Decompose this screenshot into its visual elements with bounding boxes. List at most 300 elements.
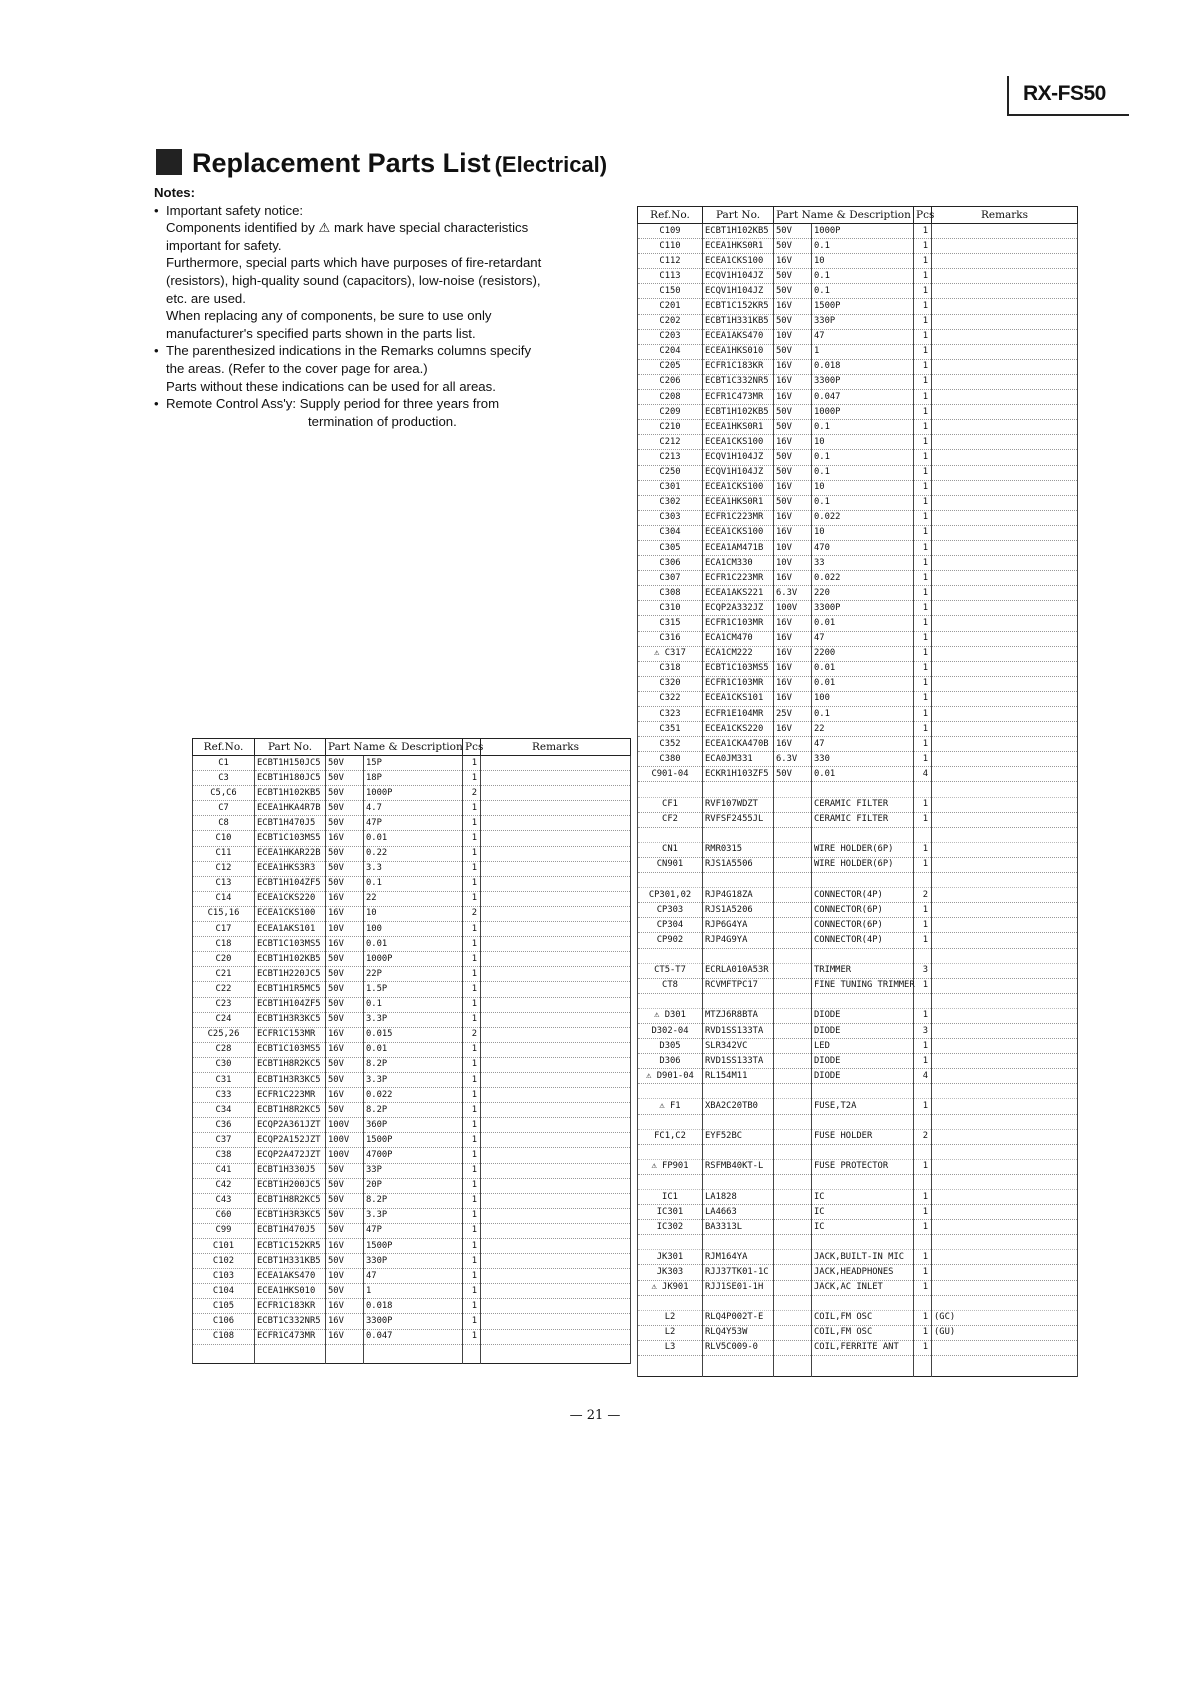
cell-part: RJP6G4YA bbox=[703, 918, 774, 933]
cell-description: 0.018 bbox=[364, 1299, 463, 1314]
table-row bbox=[638, 1008, 1078, 1023]
cell-ref: C30 bbox=[193, 1057, 255, 1072]
table-row bbox=[193, 801, 631, 816]
cell-description: 1000P bbox=[812, 224, 914, 239]
cell-part: ECFR1C473MR bbox=[703, 390, 774, 405]
cell-voltage: 10V bbox=[326, 922, 364, 937]
cell-voltage bbox=[774, 963, 812, 978]
cell-ref: C212 bbox=[638, 435, 703, 450]
table-row bbox=[638, 1039, 1078, 1054]
cell-remarks bbox=[932, 646, 1078, 661]
table-row bbox=[193, 1314, 631, 1329]
cell-pcs: 1 bbox=[463, 1103, 481, 1118]
cell-pcs: 1 bbox=[914, 1280, 932, 1295]
cell-voltage: 6.3V bbox=[774, 586, 812, 601]
cell-voltage: 16V bbox=[774, 661, 812, 676]
cell-remarks bbox=[932, 510, 1078, 525]
cell-ref: IC302 bbox=[638, 1220, 703, 1235]
table-row bbox=[638, 722, 1078, 737]
cell-pcs: 1 bbox=[463, 982, 481, 997]
cell-remarks bbox=[481, 1254, 631, 1269]
cell-remarks bbox=[481, 1148, 631, 1163]
cell-remarks bbox=[481, 1012, 631, 1027]
cell-pcs: 1 bbox=[914, 420, 932, 435]
cell-description: 0.1 bbox=[812, 420, 914, 435]
table-row bbox=[193, 1012, 631, 1027]
cell-pcs: 1 bbox=[914, 329, 932, 344]
cell-part: ECFR1C103MR bbox=[703, 616, 774, 631]
cell-part: ECEA1HKS0R1 bbox=[703, 420, 774, 435]
cell-description: 0.01 bbox=[364, 1042, 463, 1057]
cell-part: ECBT1H470J5 bbox=[255, 1223, 326, 1238]
table-row bbox=[193, 1329, 631, 1344]
cell-description: 220 bbox=[812, 586, 914, 601]
cell-ref: C1 bbox=[193, 756, 255, 771]
cell-description: DIODE bbox=[812, 1008, 914, 1023]
cell-ref: C106 bbox=[193, 1314, 255, 1329]
cell-description: 0.1 bbox=[812, 284, 914, 299]
cell-remarks bbox=[932, 465, 1078, 480]
cell-part: ECFR1C223MR bbox=[703, 571, 774, 586]
cell-voltage: 16V bbox=[774, 374, 812, 389]
cell-voltage bbox=[774, 1325, 812, 1340]
cell-ref: C352 bbox=[638, 737, 703, 752]
cell-description: 47 bbox=[812, 737, 914, 752]
table-row bbox=[193, 1223, 631, 1238]
cell-ref: L3 bbox=[638, 1340, 703, 1355]
cell-voltage: 50V bbox=[774, 224, 812, 239]
cell-ref: C901-04 bbox=[638, 767, 703, 782]
cell-description: WIRE HOLDER(6P) bbox=[812, 842, 914, 857]
cell-pcs: 1 bbox=[914, 299, 932, 314]
cell-pcs: 1 bbox=[463, 1057, 481, 1072]
cell-pcs: 1 bbox=[463, 1329, 481, 1344]
table-row bbox=[638, 450, 1078, 465]
cell-part: ECBT1H331KB5 bbox=[703, 314, 774, 329]
cell-description: 0.047 bbox=[364, 1329, 463, 1344]
cell-pcs: 1 bbox=[914, 525, 932, 540]
title-main: Replacement Parts List bbox=[192, 148, 491, 178]
cell-pcs: 1 bbox=[463, 1284, 481, 1299]
cell-voltage: 10V bbox=[774, 540, 812, 555]
cell-description: 0.1 bbox=[812, 269, 914, 284]
cell-part: RSFMB40KT-L bbox=[703, 1159, 774, 1174]
table-row bbox=[638, 314, 1078, 329]
cell-description: CONNECTOR(4P) bbox=[812, 888, 914, 903]
cell-voltage: 50V bbox=[326, 997, 364, 1012]
cell-part: ECEA1CKS220 bbox=[255, 891, 326, 906]
cell-part: ECBT1H1R5MC5 bbox=[255, 982, 326, 997]
cell-remarks bbox=[481, 891, 631, 906]
cell-ref: ⚠ F1 bbox=[638, 1099, 703, 1114]
cell-remarks bbox=[932, 661, 1078, 676]
cell-part: ECBT1H330J5 bbox=[255, 1163, 326, 1178]
cell-voltage: 16V bbox=[326, 831, 364, 846]
cell-voltage: 16V bbox=[326, 1042, 364, 1057]
table-row bbox=[638, 420, 1078, 435]
cell-description: 0.1 bbox=[812, 495, 914, 510]
cell-description: TRIMMER bbox=[812, 963, 914, 978]
cell-remarks bbox=[932, 239, 1078, 254]
table-row bbox=[638, 812, 1078, 827]
table-row bbox=[193, 937, 631, 952]
note-line: important for safety. bbox=[166, 237, 282, 253]
cell-part: ECBT1H200JC5 bbox=[255, 1178, 326, 1193]
table-row bbox=[638, 1144, 1078, 1159]
cell-description: JACK,BUILT-IN MIC bbox=[812, 1250, 914, 1265]
cell-voltage: 50V bbox=[326, 756, 364, 771]
table-row bbox=[638, 1084, 1078, 1099]
cell-remarks bbox=[481, 1284, 631, 1299]
cell-remarks bbox=[932, 1190, 1078, 1205]
cell-pcs: 1 bbox=[914, 359, 932, 374]
cell-part: ECEA1CKS100 bbox=[255, 906, 326, 921]
header-ref: Ref.No. bbox=[638, 207, 703, 224]
cell-remarks bbox=[932, 314, 1078, 329]
table-row bbox=[638, 661, 1078, 676]
cell-part: RJS1A5206 bbox=[703, 903, 774, 918]
cell-pcs: 1 bbox=[914, 435, 932, 450]
cell-description: CONNECTOR(6P) bbox=[812, 903, 914, 918]
cell-voltage: 25V bbox=[774, 707, 812, 722]
cell-part: ECEA1CKS101 bbox=[703, 691, 774, 706]
table-header-row bbox=[193, 739, 631, 756]
cell-voltage bbox=[774, 857, 812, 872]
cell-remarks bbox=[932, 601, 1078, 616]
cell-voltage: 16V bbox=[326, 1329, 364, 1344]
cell-description: 0.01 bbox=[812, 767, 914, 782]
cell-part: ECBT1H3R3KC5 bbox=[255, 1072, 326, 1087]
table-row bbox=[193, 1072, 631, 1087]
cell-ref: C209 bbox=[638, 405, 703, 420]
cell-part: ECA1CM330 bbox=[703, 556, 774, 571]
cell-description: 1500P bbox=[364, 1133, 463, 1148]
cell-voltage: 50V bbox=[326, 967, 364, 982]
cell-part: ECBT1H102KB5 bbox=[255, 952, 326, 967]
cell-voltage bbox=[774, 1220, 812, 1235]
header-remarks: Remarks bbox=[481, 739, 631, 756]
cell-pcs: 1 bbox=[463, 1239, 481, 1254]
cell-part: ECBT1H102KB5 bbox=[703, 224, 774, 239]
cell-ref: C20 bbox=[193, 952, 255, 967]
cell-voltage bbox=[774, 842, 812, 857]
cell-pcs: 1 bbox=[914, 1039, 932, 1054]
cell-pcs: 1 bbox=[914, 842, 932, 857]
cell-pcs: 1 bbox=[914, 1099, 932, 1114]
cell-ref: C15,16 bbox=[193, 906, 255, 921]
cell-ref: C28 bbox=[193, 1042, 255, 1057]
cell-voltage: 50V bbox=[326, 876, 364, 891]
cell-remarks bbox=[932, 405, 1078, 420]
table-row bbox=[193, 1299, 631, 1314]
table-row bbox=[193, 1193, 631, 1208]
cell-ref: IC301 bbox=[638, 1205, 703, 1220]
cell-part: ECEA1AKS470 bbox=[255, 1269, 326, 1284]
cell-pcs: 1 bbox=[914, 1265, 932, 1280]
cell-voltage: 50V bbox=[326, 816, 364, 831]
table-row bbox=[193, 922, 631, 937]
cell-voltage bbox=[774, 797, 812, 812]
cell-description: 100 bbox=[364, 922, 463, 937]
cell-remarks bbox=[932, 752, 1078, 767]
header-name: Part Name & Description bbox=[774, 207, 914, 224]
cell-pcs: 1 bbox=[463, 1163, 481, 1178]
table-row bbox=[638, 390, 1078, 405]
table-row bbox=[638, 1099, 1078, 1114]
cell-voltage: 50V bbox=[326, 1072, 364, 1087]
cell-voltage: 16V bbox=[774, 359, 812, 374]
table-row bbox=[638, 344, 1078, 359]
cell-remarks bbox=[932, 797, 1078, 812]
cell-remarks bbox=[481, 1178, 631, 1193]
cell-ref: C102 bbox=[193, 1254, 255, 1269]
table-row bbox=[638, 284, 1078, 299]
cell-description: 360P bbox=[364, 1118, 463, 1133]
parts-table-left bbox=[192, 738, 631, 1364]
table-row bbox=[638, 948, 1078, 963]
cell-part: RVD1SS133TA bbox=[703, 1023, 774, 1038]
table-row bbox=[638, 1114, 1078, 1129]
cell-description: 47P bbox=[364, 1223, 463, 1238]
table-row bbox=[193, 1042, 631, 1057]
cell-description: 330P bbox=[364, 1254, 463, 1269]
cell-ref: C17 bbox=[193, 922, 255, 937]
cell-remarks bbox=[481, 1329, 631, 1344]
cell-ref: C304 bbox=[638, 525, 703, 540]
cell-part: ECEA1AKS221 bbox=[703, 586, 774, 601]
cell-pcs: 1 bbox=[914, 390, 932, 405]
cell-part: ECBT1C152KR5 bbox=[703, 299, 774, 314]
cell-pcs: 1 bbox=[914, 616, 932, 631]
cell-description: 1 bbox=[364, 1284, 463, 1299]
cell-remarks bbox=[932, 1340, 1078, 1355]
cell-voltage: 16V bbox=[326, 891, 364, 906]
cell-voltage: 16V bbox=[774, 616, 812, 631]
cell-description: 330P bbox=[812, 314, 914, 329]
cell-voltage: 50V bbox=[774, 269, 812, 284]
note-line: Parts without these indications can be used for all areas. bbox=[166, 378, 496, 394]
cell-remarks bbox=[481, 846, 631, 861]
cell-part: ECEA1HKS0R1 bbox=[703, 495, 774, 510]
cell-pcs: 2 bbox=[463, 786, 481, 801]
cell-voltage: 16V bbox=[326, 937, 364, 952]
cell-voltage: 50V bbox=[326, 1284, 364, 1299]
cell-ref: C208 bbox=[638, 390, 703, 405]
cell-remarks bbox=[932, 269, 1078, 284]
cell-ref: C310 bbox=[638, 601, 703, 616]
cell-voltage: 10V bbox=[326, 1269, 364, 1284]
cell-part: ECEA1AM471B bbox=[703, 540, 774, 555]
cell-description: 3.3P bbox=[364, 1208, 463, 1223]
cell-voltage: 50V bbox=[326, 861, 364, 876]
cell-pcs: 1 bbox=[914, 465, 932, 480]
cell-description: 10 bbox=[364, 906, 463, 921]
table-row bbox=[638, 797, 1078, 812]
cell-ref: C150 bbox=[638, 284, 703, 299]
cell-pcs: 1 bbox=[914, 1190, 932, 1205]
cell-pcs: 1 bbox=[914, 1205, 932, 1220]
table-row bbox=[638, 239, 1078, 254]
cell-description: 0.01 bbox=[812, 676, 914, 691]
cell-part: ECFR1C183KR bbox=[703, 359, 774, 374]
cell-description: 10 bbox=[812, 525, 914, 540]
cell-part: ECBT1H8R2KC5 bbox=[255, 1057, 326, 1072]
cell-voltage bbox=[774, 1250, 812, 1265]
table-row bbox=[638, 842, 1078, 857]
table-row bbox=[638, 616, 1078, 631]
cell-voltage bbox=[774, 1099, 812, 1114]
header-part: Part No. bbox=[255, 739, 326, 756]
cell-part: ECEA1HKS010 bbox=[255, 1284, 326, 1299]
cell-part: ECEA1CKS100 bbox=[703, 435, 774, 450]
cell-voltage: 16V bbox=[774, 571, 812, 586]
cell-remarks bbox=[932, 1008, 1078, 1023]
note-line: • The parenthesized indications in the Remarks columns specify bbox=[154, 342, 584, 360]
cell-voltage bbox=[774, 1069, 812, 1084]
table-row bbox=[638, 646, 1078, 661]
cell-remarks bbox=[932, 1265, 1078, 1280]
cell-description: FUSE HOLDER bbox=[812, 1129, 914, 1144]
cell-voltage: 16V bbox=[774, 299, 812, 314]
cell-description: IC bbox=[812, 1220, 914, 1235]
cell-ref: C33 bbox=[193, 1088, 255, 1103]
cell-voltage: 6.3V bbox=[774, 752, 812, 767]
page-number: — 21 — bbox=[569, 1408, 621, 1423]
cell-part: ECEA1HKAR22B bbox=[255, 846, 326, 861]
cell-voltage: 50V bbox=[774, 239, 812, 254]
table-row bbox=[193, 1027, 631, 1042]
table-row bbox=[638, 1205, 1078, 1220]
cell-ref: C38 bbox=[193, 1148, 255, 1163]
table-row bbox=[193, 1254, 631, 1269]
cell-pcs: 1 bbox=[463, 1299, 481, 1314]
table-row bbox=[638, 1295, 1078, 1310]
cell-part: RJJ1SE01-1H bbox=[703, 1280, 774, 1295]
cell-description: 0.1 bbox=[364, 997, 463, 1012]
cell-voltage: 50V bbox=[774, 465, 812, 480]
cell-ref: C37 bbox=[193, 1133, 255, 1148]
cell-description: 0.01 bbox=[812, 616, 914, 631]
cell-pcs: 1 bbox=[914, 857, 932, 872]
cell-pcs: 3 bbox=[914, 963, 932, 978]
cell-ref: CN1 bbox=[638, 842, 703, 857]
cell-description: JACK,AC INLET bbox=[812, 1280, 914, 1295]
cell-part: ECBT1H180JC5 bbox=[255, 771, 326, 786]
cell-description: 3.3P bbox=[364, 1072, 463, 1087]
cell-remarks bbox=[932, 435, 1078, 450]
cell-remarks bbox=[932, 374, 1078, 389]
cell-ref: C320 bbox=[638, 676, 703, 691]
cell-ref: C315 bbox=[638, 616, 703, 631]
cell-pcs: 1 bbox=[914, 586, 932, 601]
cell-description: JACK,HEADPHONES bbox=[812, 1265, 914, 1280]
cell-voltage: 50V bbox=[326, 801, 364, 816]
cell-part: BA3313L bbox=[703, 1220, 774, 1235]
cell-pcs: 2 bbox=[914, 888, 932, 903]
table-row bbox=[193, 1057, 631, 1072]
cell-ref: C302 bbox=[638, 495, 703, 510]
cell-description: 1000P bbox=[364, 952, 463, 967]
cell-pcs: 1 bbox=[914, 374, 932, 389]
table-row bbox=[638, 299, 1078, 314]
cell-part: ECFR1C473MR bbox=[255, 1329, 326, 1344]
cell-part: ECFR1C223MR bbox=[255, 1088, 326, 1103]
cell-part: SLR342VC bbox=[703, 1039, 774, 1054]
cell-voltage bbox=[774, 1023, 812, 1038]
title-sub: (Electrical) bbox=[494, 152, 608, 177]
cell-part: ECQP2A332JZ bbox=[703, 601, 774, 616]
table-row bbox=[193, 1239, 631, 1254]
cell-remarks bbox=[481, 1057, 631, 1072]
cell-voltage bbox=[774, 1280, 812, 1295]
cell-remarks bbox=[932, 224, 1078, 239]
cell-pcs: 1 bbox=[914, 269, 932, 284]
cell-remarks: (GC) bbox=[932, 1310, 1078, 1325]
cell-part: LA1828 bbox=[703, 1190, 774, 1205]
table-row bbox=[638, 540, 1078, 555]
cell-part: ECFR1C183KR bbox=[255, 1299, 326, 1314]
cell-description: 15P bbox=[364, 756, 463, 771]
cell-pcs: 1 bbox=[914, 676, 932, 691]
cell-pcs: 1 bbox=[463, 1012, 481, 1027]
cell-remarks bbox=[481, 1042, 631, 1057]
cell-description: 0.1 bbox=[364, 876, 463, 891]
cell-voltage bbox=[774, 1129, 812, 1144]
cell-voltage: 50V bbox=[326, 786, 364, 801]
table-row bbox=[638, 465, 1078, 480]
cell-remarks bbox=[481, 1193, 631, 1208]
cell-pcs: 1 bbox=[914, 556, 932, 571]
cell-pcs: 1 bbox=[914, 752, 932, 767]
note-line: (resistors), high-quality sound (capacitors), low-noise (resistors), bbox=[166, 272, 541, 288]
cell-part: ECEA1AKS101 bbox=[255, 922, 326, 937]
table-row bbox=[638, 359, 1078, 374]
cell-pcs: 1 bbox=[463, 1193, 481, 1208]
cell-voltage: 10V bbox=[774, 556, 812, 571]
cell-part: RVD1SS133TA bbox=[703, 1054, 774, 1069]
cell-pcs: 1 bbox=[914, 450, 932, 465]
cell-ref: C14 bbox=[193, 891, 255, 906]
cell-pcs: 1 bbox=[914, 284, 932, 299]
cell-remarks bbox=[481, 1239, 631, 1254]
cell-voltage: 50V bbox=[774, 314, 812, 329]
cell-part: RJS1A5506 bbox=[703, 857, 774, 872]
cell-description: 10 bbox=[812, 254, 914, 269]
cell-ref: CP902 bbox=[638, 933, 703, 948]
cell-part: RCVMFTPC17 bbox=[703, 978, 774, 993]
cell-remarks bbox=[932, 299, 1078, 314]
cell-voltage: 50V bbox=[326, 1254, 364, 1269]
cell-remarks: (GU) bbox=[932, 1325, 1078, 1340]
note-line: Furthermore, special parts which have purposes of fire-retardant bbox=[166, 255, 542, 271]
cell-voltage: 50V bbox=[326, 1178, 364, 1193]
cell-pcs: 1 bbox=[463, 846, 481, 861]
cell-description: 3.3 bbox=[364, 861, 463, 876]
cell-ref: ⚠ C317 bbox=[638, 646, 703, 661]
cell-remarks bbox=[932, 842, 1078, 857]
cell-voltage bbox=[774, 978, 812, 993]
cell-remarks bbox=[932, 495, 1078, 510]
cell-part: RVF107WDZT bbox=[703, 797, 774, 812]
header-ref: Ref.No. bbox=[193, 739, 255, 756]
cell-part: ECA1CM470 bbox=[703, 631, 774, 646]
table-row bbox=[638, 269, 1078, 284]
cell-remarks bbox=[932, 1159, 1078, 1174]
cell-voltage: 16V bbox=[774, 480, 812, 495]
cell-remarks bbox=[932, 586, 1078, 601]
cell-remarks bbox=[481, 876, 631, 891]
cell-ref: C43 bbox=[193, 1193, 255, 1208]
